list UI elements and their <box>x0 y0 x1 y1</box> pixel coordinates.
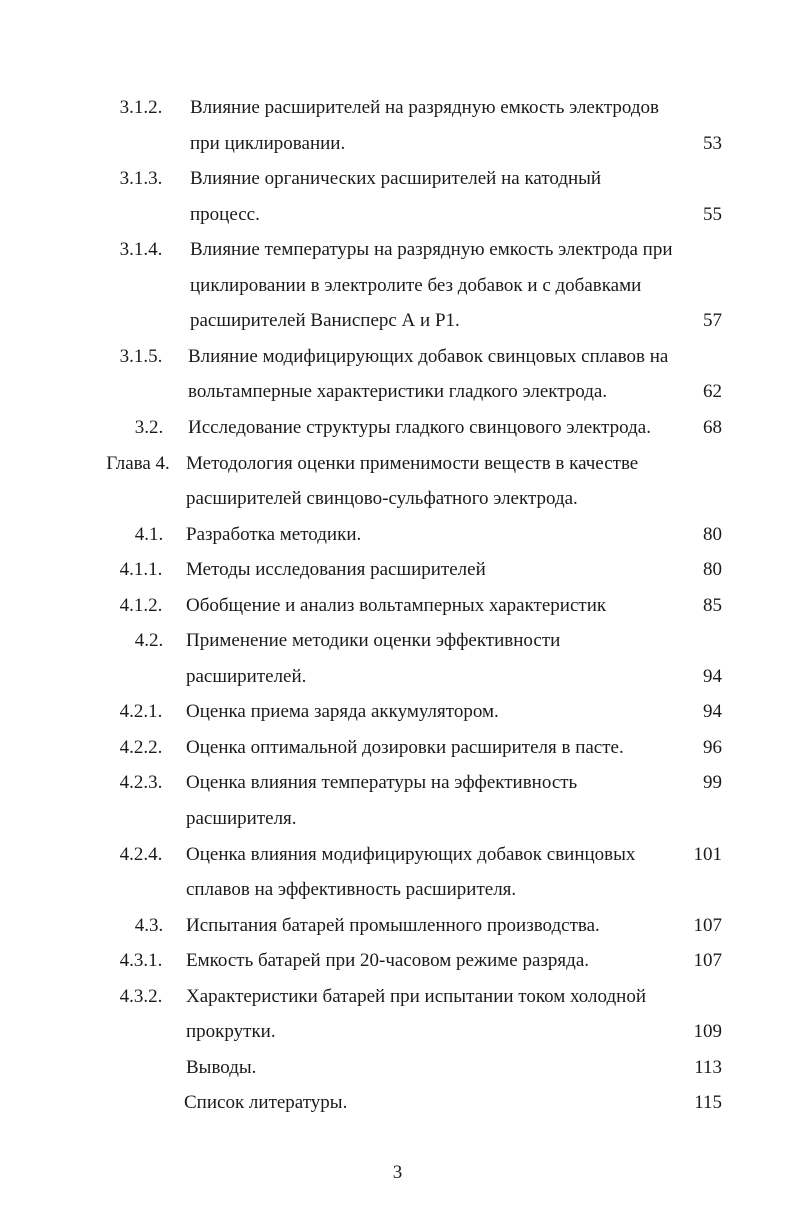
toc-entry-title: Оценка влияния модифицирующих добавок свинцовых <box>186 843 636 865</box>
toc-entry-number: 4.2. <box>134 630 164 652</box>
toc-entry-title: Список литературы. <box>184 1092 348 1114</box>
toc-entry-title: Исследование структуры гладкого свинцового электрода. <box>188 416 651 438</box>
toc-entry-title: сплавов на эффективность расширителя. <box>186 879 517 901</box>
toc-entry-title: Методология оценки применимости веществ в качестве <box>186 452 639 474</box>
toc-entry-page: 99 <box>703 772 722 794</box>
toc-entry-page: 57 <box>703 310 722 332</box>
toc-entry-number: 4.1.1. <box>119 559 163 581</box>
toc-entry-title: Оценка приема заряда аккумулятором. <box>186 701 499 723</box>
toc-entry-title: при циклировании. <box>190 132 346 154</box>
toc-entry-number: 4.3.2. <box>119 985 163 1007</box>
toc-entry-page: 53 <box>703 132 722 154</box>
toc-entry-number: 4.2.1. <box>119 701 163 723</box>
toc-entry-title: Емкость батарей при 20-часовом режиме разряда. <box>186 950 589 972</box>
toc-entry-page: 62 <box>703 381 722 403</box>
toc-entry-page: 96 <box>703 736 722 758</box>
toc-entry-number: 3.1.3. <box>119 168 163 190</box>
toc-entry-number: 3.1.5. <box>119 345 163 367</box>
toc-entry-page: 80 <box>703 523 722 545</box>
toc-entry-number: 4.3.1. <box>119 950 163 972</box>
toc-entry-page: 107 <box>693 950 722 972</box>
toc-entry-number: 3.1.2. <box>119 97 163 118</box>
toc-entry-page: 101 <box>693 843 722 865</box>
toc-entry-title: расширителей Ванисперс А и Р1. <box>190 310 460 332</box>
toc-entry-page: 55 <box>703 203 722 225</box>
toc-entry-title: Оценка оптимальной дозировки расширителя в пасте. <box>186 736 624 758</box>
toc-entry-number: 4.1.2. <box>119 594 163 616</box>
toc-entry-page: 68 <box>703 416 722 438</box>
toc-entry-page: 107 <box>693 914 722 936</box>
toc-entry-page: 115 <box>694 1092 722 1114</box>
toc-entry-number: Глава 4. <box>106 452 170 474</box>
toc-entry-page: 113 <box>694 1056 722 1078</box>
toc-entry-title: вольтамперные характеристики гладкого электрода. <box>188 381 608 403</box>
toc-entry-page: 80 <box>703 559 722 581</box>
toc-entry-title: расширителя. <box>186 808 297 829</box>
toc-entry-number: 4.1. <box>134 523 164 545</box>
toc-entry-number: 4.3. <box>134 914 164 936</box>
toc-entry-number: 3.2. <box>134 416 164 438</box>
toc-entry-title: Влияние температуры на разрядную емкость электрода при <box>190 239 673 261</box>
toc-entry-title: расширителей свинцово-сульфатного электрода. <box>186 488 578 510</box>
toc-entry-title: Влияние органических расширителей на катодный <box>190 168 602 190</box>
toc-entry-page: 94 <box>703 701 722 723</box>
toc-entry-title: Применение методики оценки эффективности <box>186 630 561 652</box>
toc-entry-title: Методы исследования расширителей <box>186 559 486 581</box>
toc-entry-title: расширителей. <box>186 665 307 687</box>
toc-entry-title: прокрутки. <box>186 1021 276 1043</box>
toc-entry-page: 94 <box>703 665 722 687</box>
toc-entry-page: 85 <box>703 594 722 616</box>
page-number: 3 <box>392 1162 403 1183</box>
toc-entry-number: 4.2.4. <box>119 843 163 865</box>
toc-entry-title: Испытания батарей промышленного производства. <box>186 914 600 936</box>
toc-entry-number: 4.2.2. <box>119 736 163 758</box>
toc-entry-number: 4.2.3. <box>119 772 163 794</box>
toc-entry-title: Влияние расширителей на разрядную емкость электродов <box>190 97 659 118</box>
toc-entry-title: Обобщение и анализ вольтамперных характеристик <box>186 594 607 616</box>
toc-entry-title: процесс. <box>190 203 260 225</box>
toc-entry-number: 3.1.4. <box>119 239 163 261</box>
toc-entry-title: Разработка методики. <box>186 523 362 545</box>
toc-entry-title: Влияние модифицирующих добавок свинцовых сплавов на <box>188 345 669 367</box>
toc-entry-title: циклировании в электролите без добавок и с добавками <box>190 274 642 296</box>
toc-entry-page: 109 <box>693 1021 722 1043</box>
toc-entry-title: Характеристики батарей при испытании током холодной <box>186 985 646 1007</box>
toc-entry-title: Выводы. <box>186 1056 257 1078</box>
toc-entry-title: Оценка влияния температуры на эффективность <box>186 772 578 794</box>
